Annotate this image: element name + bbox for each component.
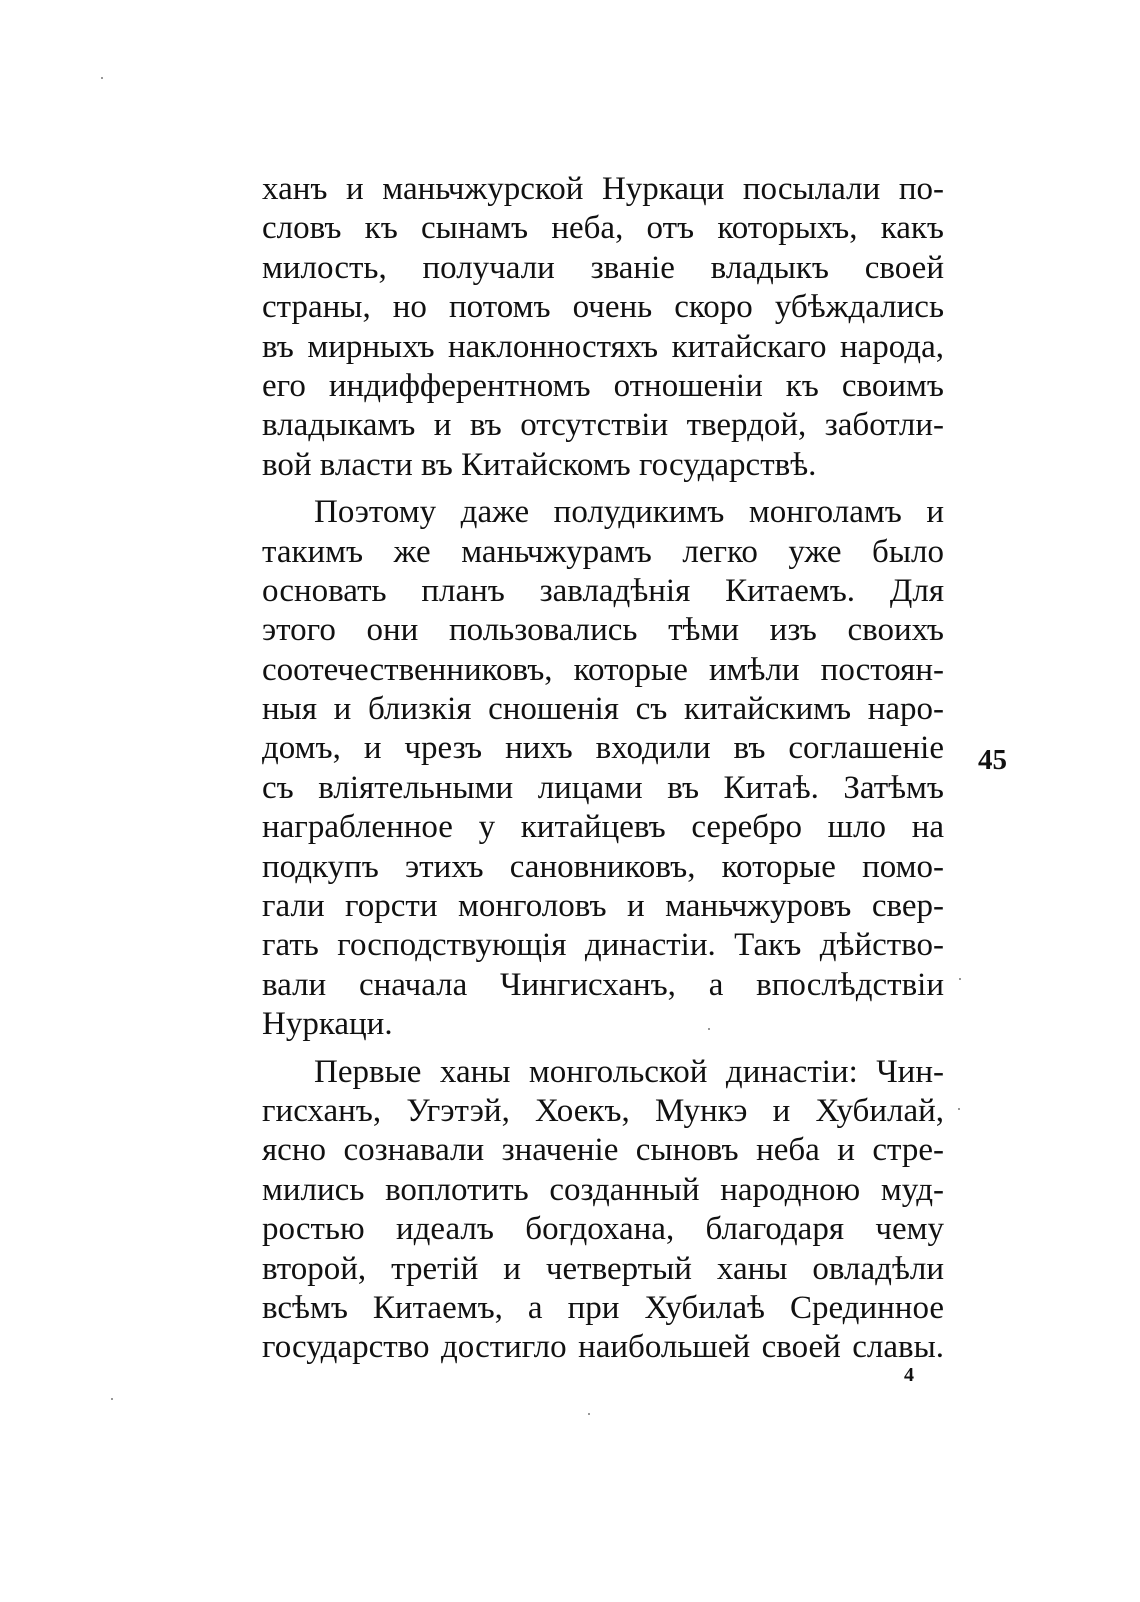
paragraph-gap <box>262 485 944 493</box>
text-line: государство достигло наибольшей своей славы. <box>262 1329 944 1366</box>
text-line: ростью идеалъ богдохана, благодаря чему <box>262 1211 944 1248</box>
text-line: гать господствующія династіи. Такъ дѣйство- <box>262 927 944 964</box>
text-line: мились воплотить созданный народною муд- <box>262 1171 944 1208</box>
scan-speck <box>111 1398 113 1400</box>
text-line: домъ, и чрезъ нихъ входили въ соглашеніе <box>262 730 944 767</box>
text-line: награбленное у китайцевъ серебро шло на <box>262 809 944 846</box>
paragraph-gap <box>262 1045 944 1053</box>
text-line: владыкамъ и въ отсутствіи твердой, заботли- <box>262 407 944 444</box>
scan-speck <box>588 1413 590 1415</box>
body-text <box>262 170 944 1368</box>
text-line: гисханъ, Угэтэй, Хоекъ, Мункэ и Хубилай, <box>262 1092 944 1129</box>
text-line: основать планъ завладѣнія Китаемъ. Для <box>262 572 944 609</box>
text-line: этого они пользовались тѣми изъ своихъ <box>262 612 944 649</box>
scan-speck <box>708 1028 710 1030</box>
signature-mark: 4 <box>904 1364 914 1386</box>
text-line: гали горсти монголовъ и маньчжуровъ свер- <box>262 888 944 925</box>
text-line: ныя и близкія сношенія съ китайскимъ наро- <box>262 691 944 728</box>
text-line: милость, получали званіе владыкъ своей <box>262 249 944 286</box>
text-line: второй, третій и четвертый ханы овладѣли <box>262 1250 944 1287</box>
text-line: подкупъ этихъ сановниковъ, которые помо- <box>262 848 944 885</box>
text-line: всѣмъ Китаемъ, а при Хубилаѣ Срединное <box>262 1289 944 1326</box>
text-line: съ вліятельными лицами въ Китаѣ. Затѣмъ <box>262 769 944 806</box>
scan-speck <box>101 77 103 79</box>
text-line: соотечественниковъ, которые имѣли постоян- <box>262 651 944 688</box>
text-line: въ мирныхъ наклонностяхъ китайскаго народа, <box>262 328 944 365</box>
text-line: Нуркаци. <box>262 1006 393 1043</box>
text-line: Поэтому даже полудикимъ монголамъ и <box>314 494 944 531</box>
text-line: словъ къ сынамъ неба, отъ которыхъ, какъ <box>262 210 944 247</box>
text-line: страны, но потомъ очень скоро убѣждались <box>262 289 944 326</box>
text-line: такимъ же маньчжурамъ легко уже было <box>262 533 944 570</box>
text-line: вой власти въ Китайскомъ государствѣ. <box>262 446 817 483</box>
text-line: ясно сознавали значеніе сыновъ неба и стре- <box>262 1132 944 1169</box>
page-number: 45 <box>978 744 1007 776</box>
text-line: Первые ханы монгольской династіи: Чин- <box>314 1053 944 1090</box>
scan-speck <box>959 978 961 980</box>
text-line: его индифферентномъ отношеніи къ своимъ <box>262 367 944 404</box>
text-line: вали сначала Чингисханъ, а впослѣдствіи <box>262 966 944 1003</box>
text-line: ханъ и маньчжурской Нуркаци посылали по- <box>262 171 944 207</box>
scan-speck <box>958 1108 960 1110</box>
